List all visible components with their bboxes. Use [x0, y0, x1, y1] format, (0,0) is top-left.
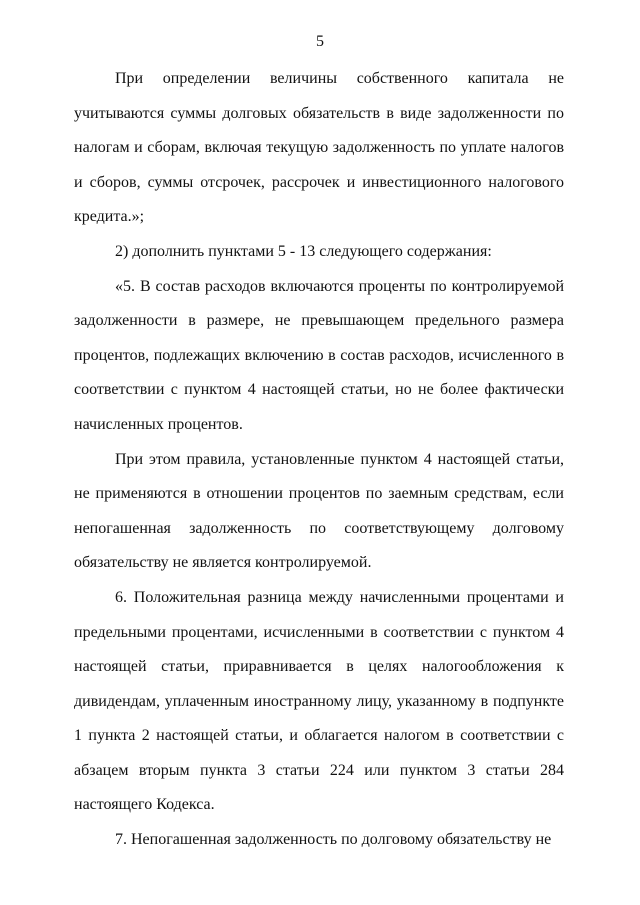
paragraph-amendment-intro: 2) дополнить пунктами 5 - 13 следующего содержания: — [115, 242, 492, 260]
paragraph-clause-7: 7. Непогашенная задолженность по долговому обязательству не — [115, 831, 552, 849]
paragraph-equity-exclusion: При определении величины собственного капитала не учитываются суммы долговых обязательств в виде задолженности по налогам и сборам, включая текущую задолженность по уплате налогов и сборов, суммы отсрочек, рассрочек и инвестиционного налогового кредита.»; — [74, 70, 564, 226]
page-number: 5 — [316, 33, 324, 50]
paragraph-clause-5-exception: При этом правила, установленные пунктом 4 настоящей статьи, не применяются в отношении процентов по заемным средствам, если непогашенная задолженность по соответствующему долговому обязательству не является контролируемой. — [74, 450, 564, 572]
document-body — [74, 62, 564, 858]
paragraph-clause-5: «5. В состав расходов включаются проценты по контролируемой задолженности в размере, не превышающем предельного размера процентов, подлежащих включению в состав расходов, исчисленного в соответствии с пунктом 4 настоящей статьи, но не более фактически начисленных процентов. — [74, 277, 564, 433]
paragraph-clause-6: 6. Положительная разница между начисленными процентами и предельными процентами, исчисленными в соответствии с пунктом 4 настоящей статьи, приравнивается в целях налогообложения к дивидендам, уплаченным иностранному лицу, указанному в подпункте 1 пункта 2 настоящей статьи, и облагается налогом в соответствии с абзацем вторым пункта 3 статьи 224 или пунктом 3 статьи 284 настоящего Кодекса. — [74, 588, 564, 814]
